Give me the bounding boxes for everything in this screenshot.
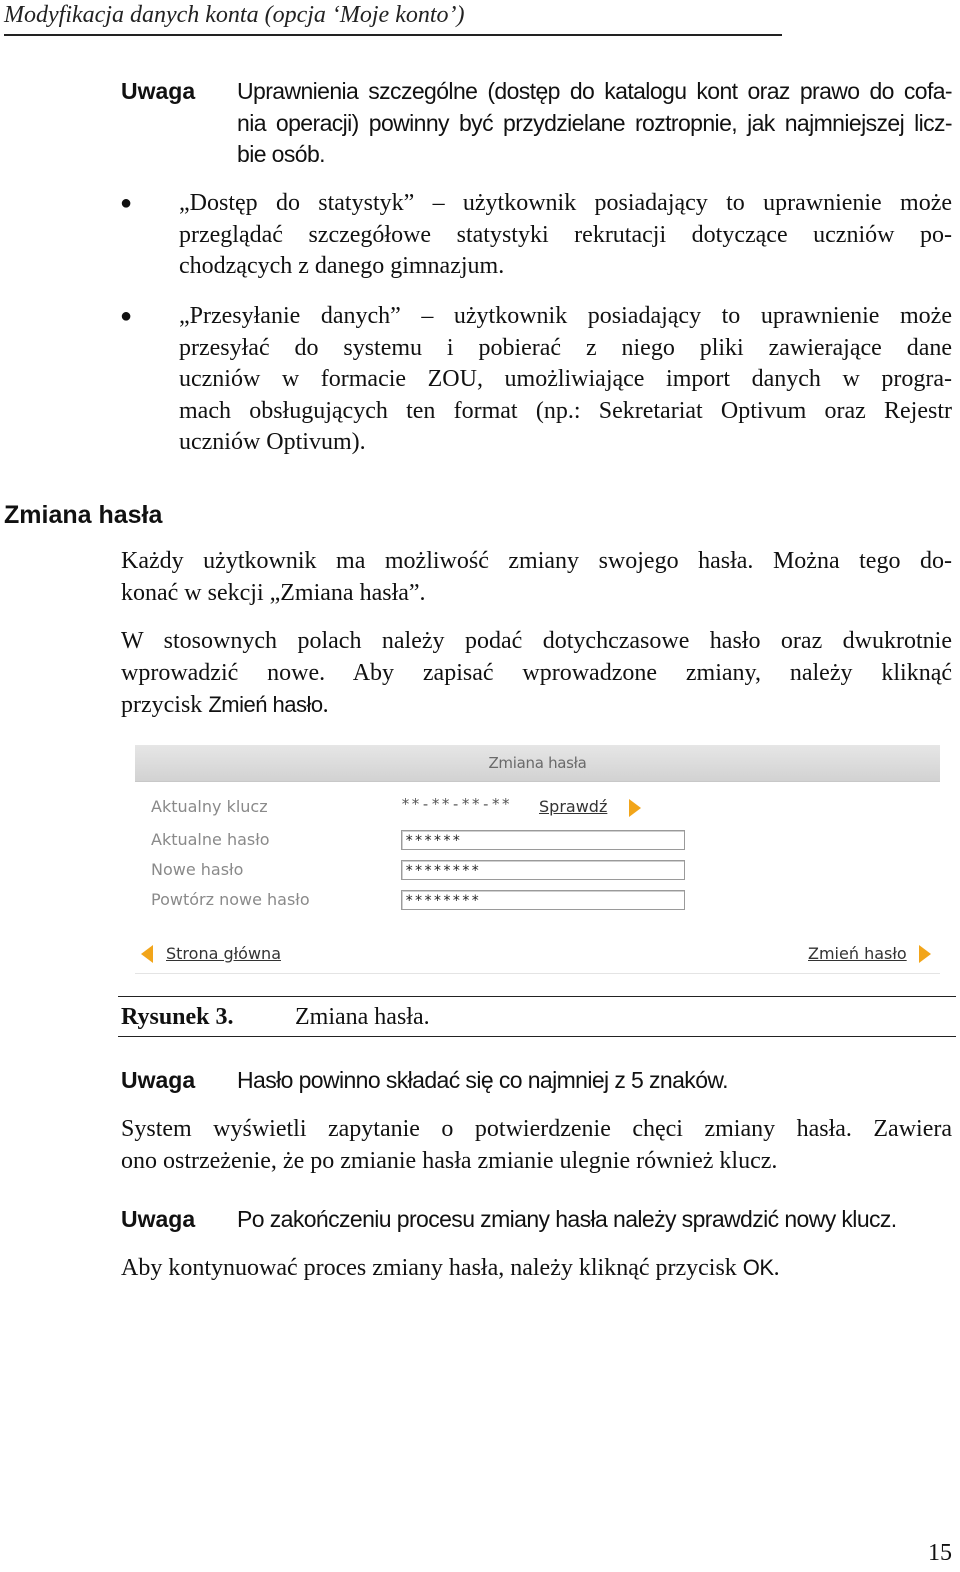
caption-rule-top xyxy=(118,996,956,997)
bullet-dot: ● xyxy=(120,305,133,327)
note-text: Po zakończeniu procesu zmiany hasła należy sprawdzić nowy klucz. xyxy=(237,1206,897,1232)
panel-divider xyxy=(135,973,940,974)
home-link[interactable]: Strona główna xyxy=(166,944,281,963)
repeat-password-label: Powtórz nowe hasło xyxy=(151,890,310,909)
section-heading: Zmiana hasła xyxy=(4,501,163,529)
paragraph: W stosownych polach należy podać dotychczasowe hasło oraz dwukrotnie wprowadzić nowe. Aby zapisać wprowadzone zmiany, należy kliknąć przycisk Zmień hasło. xyxy=(121,628,952,718)
arrow-right-icon xyxy=(629,799,641,817)
note-label: Uwaga xyxy=(121,78,196,104)
paragraph: Każdy użytkownik ma możliwość zmiany swojego hasła. Można tego do- konać w sekcji „Zmiana hasła”. xyxy=(121,548,952,606)
arrow-left-icon xyxy=(141,945,153,963)
figure-label: Rysunek 3. xyxy=(121,1004,234,1030)
note-label: Uwaga xyxy=(121,1206,196,1232)
repeat-password-input[interactable]: ******** xyxy=(401,890,685,910)
running-header: Modyfikacja danych konta (opcja ‘Moje konto’) xyxy=(4,2,465,28)
new-password-label: Nowe hasło xyxy=(151,860,244,879)
password-change-panel xyxy=(135,745,940,980)
paragraph: System wyświetli zapytanie o potwierdzenie chęci zmiany hasła. Zawiera ono ostrzeżenie, że po zmianie hasła zmianie ulegnie również klucz. xyxy=(121,1116,952,1174)
note-text: Uprawnienia szczególne (dostęp do katalogu kont oraz prawo do cofa- nia operacji) powinny być przydzielane roztropnie, jak najmniejszej licz- bie osób. xyxy=(237,78,952,167)
page-number: 15 xyxy=(928,1540,952,1566)
caption-rule-bottom xyxy=(118,1036,956,1037)
note-text: Hasło powinno składać się co najmniej z 5 znaków. xyxy=(237,1067,728,1093)
new-password-input[interactable]: ******** xyxy=(401,860,685,880)
bullet-item-statistics: „Dostęp do statystyk” – użytkownik posiadający to uprawnienie może przeglądać szczegółowe statystyki rekrutacji dotyczące uczniów po- chodzących z danego gimnazjum. xyxy=(179,190,952,279)
bullet-dot: ● xyxy=(120,192,133,214)
note-label: Uwaga xyxy=(121,1067,196,1093)
change-password-button[interactable]: Zmień hasło xyxy=(808,944,907,963)
check-key-link[interactable]: Sprawdź xyxy=(539,797,608,816)
paragraph: Aby kontynuować proces zmiany hasła, należy kliknąć przycisk OK. xyxy=(121,1255,780,1281)
bullet-item-data-transfer: „Przesyłanie danych” – użytkownik posiadający to uprawnienie może przesyłać do systemu i pobierać z niego pliki zawierające dane uczniów w formacie ZOU, umożliwiające import danych w progra- mach obsługujących ten format (np.: Sekretariat Optivum oraz Rejestr uczniów Optivum). xyxy=(179,303,952,455)
current-password-label: Aktualne hasło xyxy=(151,830,270,849)
header-rule xyxy=(4,34,782,36)
inline-button-name: OK xyxy=(742,1255,774,1280)
inline-button-name: Zmień hasło xyxy=(208,692,323,717)
arrow-right-icon xyxy=(919,945,931,963)
current-key-label: Aktualny klucz xyxy=(151,797,268,816)
current-key-value: **-**-**-** xyxy=(401,795,512,813)
panel-title: Zmiana hasła xyxy=(135,745,940,782)
current-password-input[interactable]: ****** xyxy=(401,830,685,850)
figure-caption: Zmiana hasła. xyxy=(295,1004,430,1030)
